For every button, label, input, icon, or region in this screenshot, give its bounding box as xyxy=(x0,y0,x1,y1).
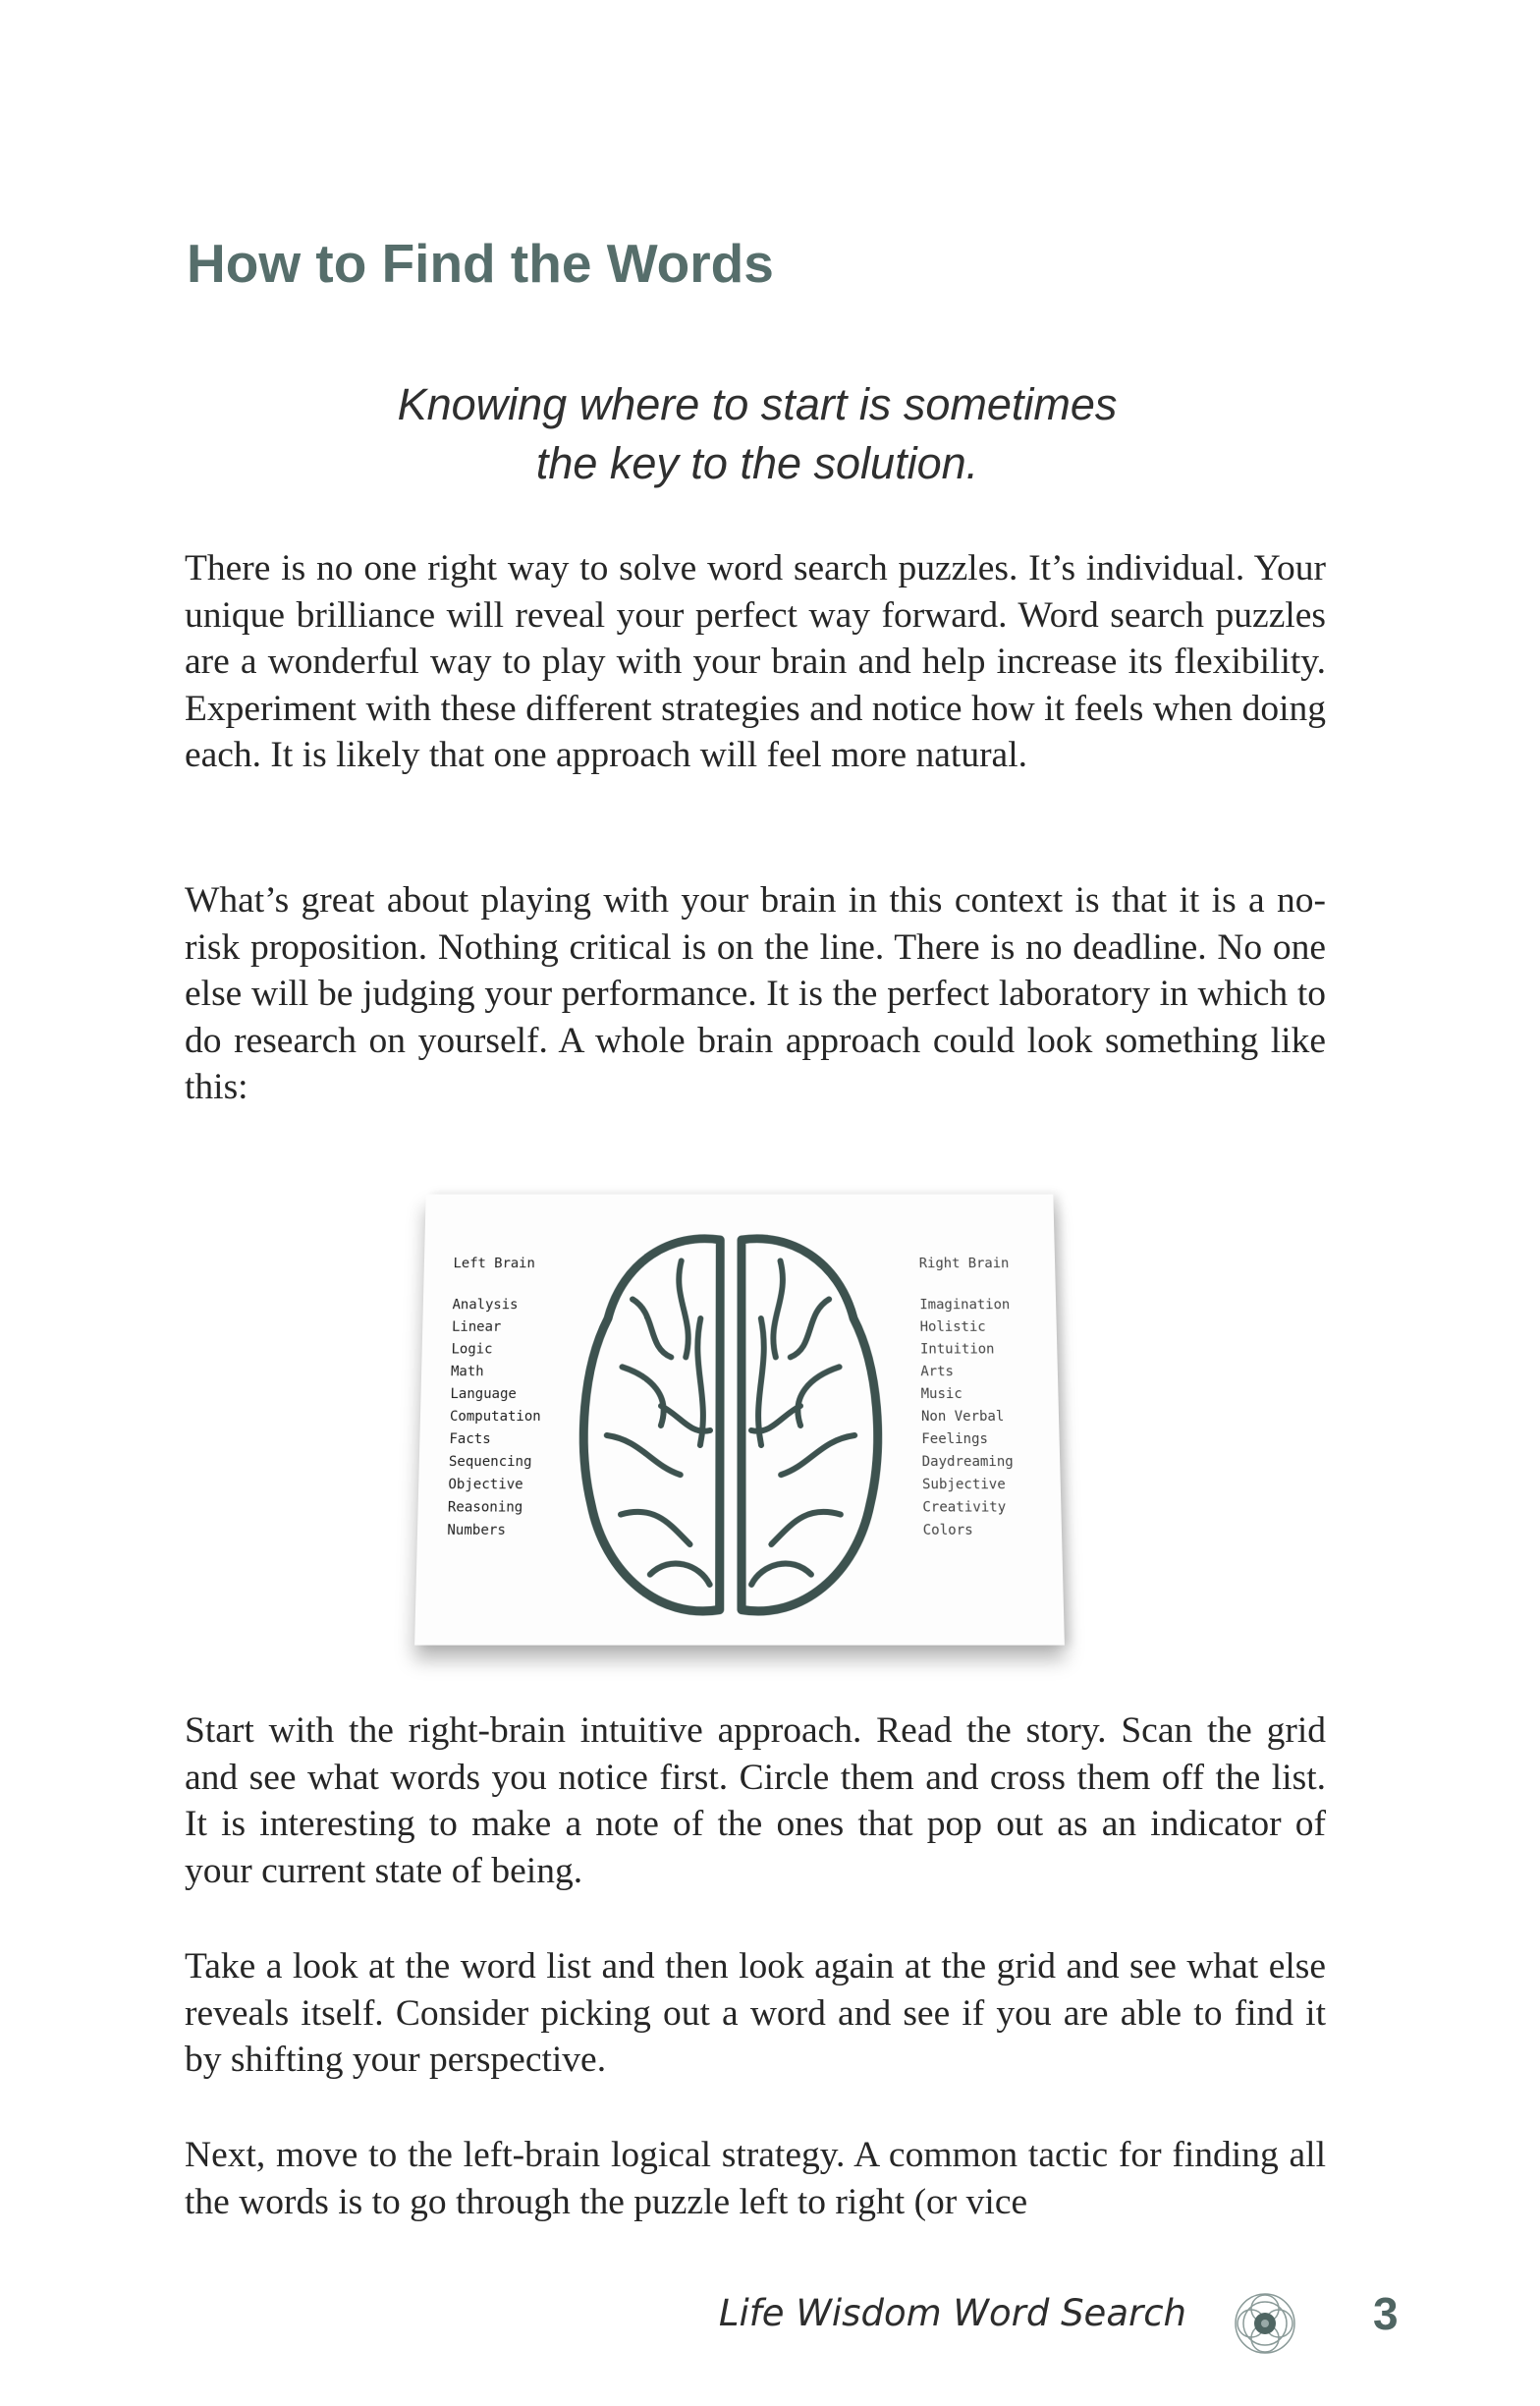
paragraph: There is no one right way to solve word search puzzles. It’s individual. Your unique brilliance will reveal your perfect way forward. Word search puzzles are a wonderful way to play with your brain and help increase its flexibility. Experiment with these different strategies and notice how it feels when doing each. It is likely that one approach will feel more natural. xyxy=(185,548,1326,776)
right-brain-list xyxy=(919,1254,1016,1542)
paragraph: Next, move to the left-brain logical strategy. A common tactic for finding all the words is to go through the puzzle left to right (or vice xyxy=(185,2135,1326,2222)
figure-card xyxy=(414,1195,1065,1646)
left-brain-item: Numbers xyxy=(447,1522,507,1539)
left-brain-heading: Left Brain xyxy=(453,1256,535,1272)
right-brain-item: Imagination xyxy=(919,1297,1011,1314)
page-number: 3 xyxy=(1373,2288,1399,2339)
right-brain-item: Holistic xyxy=(919,1318,986,1335)
left-brain-list xyxy=(447,1254,543,1542)
left-brain-item: Analysis xyxy=(452,1297,519,1314)
brain-figure xyxy=(407,1182,1074,1663)
paragraph: What’s great about playing with your brain in this context is that it is a no-risk proposition. Nothing critical is on the line. There is no deadline. No one else will be judging your performance. It is the perfect laboratory in which to do research on yourself. A whole brain approach could look something like this: xyxy=(185,880,1326,1108)
subtitle-line: Knowing where to start is sometimes xyxy=(397,379,1118,429)
left-brain-item: Language xyxy=(450,1386,517,1403)
brain-icon xyxy=(560,1223,900,1636)
right-brain-item: Music xyxy=(920,1386,962,1403)
left-brain-item: Logic xyxy=(451,1341,493,1358)
right-brain-item: Daydreaming xyxy=(921,1454,1014,1471)
mandala-icon xyxy=(1233,2291,1297,2356)
page-title: How to Find the Words xyxy=(187,233,774,294)
left-brain-item: Computation xyxy=(449,1409,541,1425)
paragraph: Start with the right-brain intuitive approach. Read the story. Scan the grid and see what words you notice first. Circle them and cross them off the list. It is interesting to make a note of the ones that pop out as an indicator of your current state of being. xyxy=(185,1710,1326,1891)
right-brain-item: Intuition xyxy=(919,1341,995,1358)
subtitle-line: the key to the solution. xyxy=(535,438,979,488)
right-brain-item: Arts xyxy=(920,1364,955,1380)
footer-book-title: Life Wisdom Word Search xyxy=(718,2292,1186,2334)
left-brain-item: Math xyxy=(450,1364,484,1380)
right-brain-heading: Right Brain xyxy=(918,1256,1010,1272)
left-brain-item: Linear xyxy=(451,1318,502,1335)
right-brain-item: Subjective xyxy=(921,1477,1006,1493)
left-brain-item: Objective xyxy=(448,1477,523,1493)
subtitle xyxy=(187,375,1328,493)
right-brain-item: Non Verbal xyxy=(920,1409,1005,1425)
right-brain-item: Feelings xyxy=(921,1430,989,1448)
left-brain-item: Reasoning xyxy=(447,1499,523,1516)
right-brain-item: Creativity xyxy=(922,1499,1007,1516)
left-brain-item: Sequencing xyxy=(448,1454,532,1471)
paragraph: Take a look at the word list and then look again at the grid and see what else reveals itself. Consider picking out a word and see if you are able to find it by shifting your perspective. xyxy=(185,1946,1326,2081)
left-brain-item: Facts xyxy=(449,1430,491,1448)
right-brain-item: Colors xyxy=(922,1522,973,1539)
